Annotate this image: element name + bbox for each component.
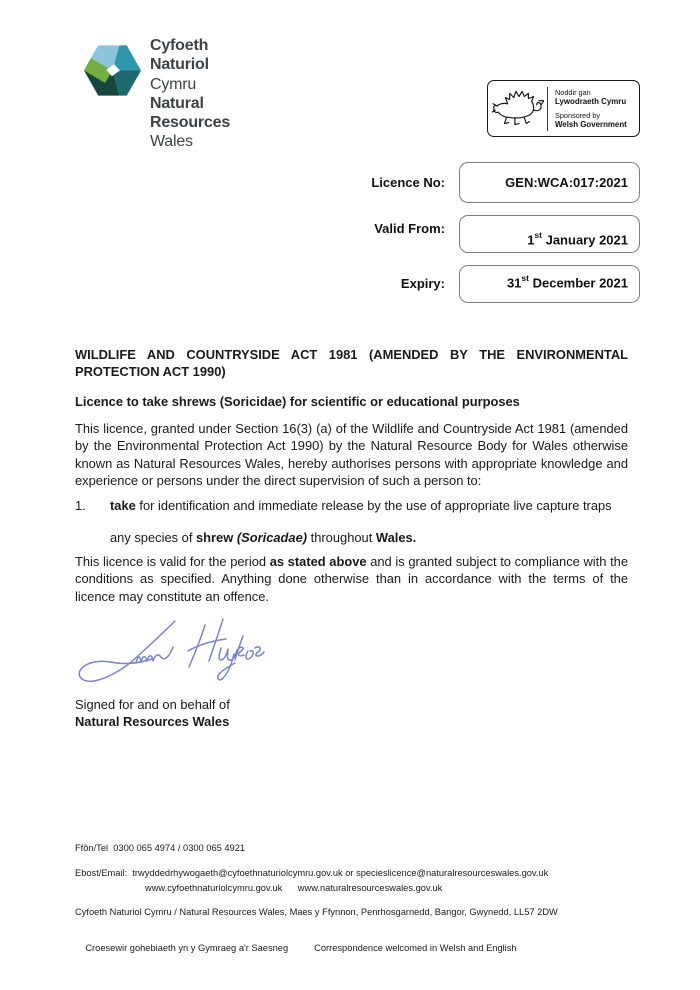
licence-no-label: Licence No: xyxy=(371,175,445,190)
item-number: 1. xyxy=(75,498,86,513)
footer-bilingual-welsh: Croesewir gohebiaeth yn y Gymraeg a'r Saesneg xyxy=(85,943,289,953)
logo-line: Natural xyxy=(150,94,204,112)
logo-line: Cymru xyxy=(150,75,197,93)
badge-sponsor-cy-name: Lywodraeth Cymru xyxy=(555,97,627,106)
signed-org: Natural Resources Wales xyxy=(75,713,230,729)
footer-email: Ebost/Email: trwyddedrhywogaeth@cyfoethnaturiolcymru.gov.uk or specieslicence@naturalresourceswales.gov.uk xyxy=(75,868,549,878)
badge-sponsor-en-label: Sponsored by xyxy=(555,111,601,120)
item-line2-bold-end: Wales. xyxy=(375,530,417,546)
signature-strokes xyxy=(79,619,264,681)
item-line1-rest: for identification and immediate release by the use of appropriate live capture traps xyxy=(135,498,612,513)
welsh-government-badge xyxy=(487,80,640,137)
item-line1-bold: take xyxy=(110,498,136,513)
footer-bilingual-notice xyxy=(75,932,517,965)
act-heading: WILDLIFE AND COUNTRYSIDE ACT 1981 (AMENDED BY THE ENVIRONMENTAL PROTECTION ACT 1990) xyxy=(75,347,628,380)
valid-from-day: 1 xyxy=(527,232,535,248)
footer-websites: www.cyfoethnaturiolcymru.gov.uk www.naturalresourceswales.gov.uk xyxy=(145,883,443,893)
item-line-2 xyxy=(110,529,628,546)
numbered-item-1 xyxy=(75,497,628,547)
badge-sponsor-cy-label: Noddir gan xyxy=(555,88,591,97)
expiry-value-box xyxy=(459,265,640,303)
licence-no-value-box xyxy=(459,162,640,203)
validity-bold: as stated above xyxy=(269,554,367,569)
logo-line: Wales xyxy=(150,133,193,151)
nrw-logo-hexagon-icon xyxy=(84,44,141,97)
handwritten-signature xyxy=(76,614,268,692)
badge-divider xyxy=(547,87,548,131)
logo-line: Naturiol xyxy=(150,56,209,74)
item-line2-bold: shrew xyxy=(196,530,237,546)
expiry-label: Expiry: xyxy=(400,276,445,291)
footer-address: Cyfoeth Naturiol Cymru / Natural Resources Wales, Maes y Ffynnon, Penrhosgarnedd, Bangor, Gwynedd, LL57 2DW xyxy=(75,907,558,917)
logo-line: Cyfoeth xyxy=(150,37,209,54)
expiry-day: 31 xyxy=(506,275,522,291)
signed-for-line: Signed for and on behalf of xyxy=(75,697,230,712)
logo-line: Resources xyxy=(150,114,231,132)
badge-text xyxy=(555,88,627,129)
validity-paragraph xyxy=(75,553,628,605)
item-line2-mid: throughout xyxy=(307,530,376,546)
valid-from-rest: January 2021 xyxy=(541,232,628,248)
licence-title: Licence to take shrews (Soricidae) for scientific or educational purposes xyxy=(75,394,520,409)
expiry-value xyxy=(507,274,628,290)
nrw-logo-wordmark xyxy=(150,36,230,152)
expiry-ordinal: st xyxy=(521,273,529,284)
badge-sponsor-en-name: Welsh Government xyxy=(555,120,627,129)
expiry-rest: December 2021 xyxy=(528,275,628,291)
item-line2-pre: any species of xyxy=(110,530,196,546)
welsh-dragon-icon xyxy=(492,87,544,131)
valid-from-value-box xyxy=(459,215,640,253)
valid-from-ordinal: st xyxy=(534,230,542,241)
item-line2-bold-italic: (Soricadae) xyxy=(236,530,308,546)
footer-telephone: Ffôn/Tel 0300 065 4974 / 0300 065 4921 xyxy=(75,843,246,853)
footer-bilingual-english: Correspondence welcomed in Welsh and English xyxy=(314,943,517,953)
valid-from-label: Valid From: xyxy=(374,221,445,236)
licence-no-value: GEN:WCA:017:2021 xyxy=(505,175,628,190)
item-line-1 xyxy=(110,497,628,514)
validity-post: and is granted subject to compliance with the conditions as specified. Anything done otherwise than in accordance with the terms of the licence may constitute an offence. xyxy=(75,554,628,604)
intro-paragraph: This licence, granted under Section 16(3) (a) of the Wildlife and Countryside Act 1981 (amended by the Environmental Protection Act 1990) by the Natural Resource Body for Wales otherwise known as Natural Resources Wales, hereby authorises persons with appropriate knowledge and experience or persons under the direct supervision of such a person to: xyxy=(75,421,628,489)
validity-pre: This licence is valid for the period xyxy=(75,554,270,569)
signed-block xyxy=(75,697,230,730)
valid-from-value xyxy=(527,231,628,247)
